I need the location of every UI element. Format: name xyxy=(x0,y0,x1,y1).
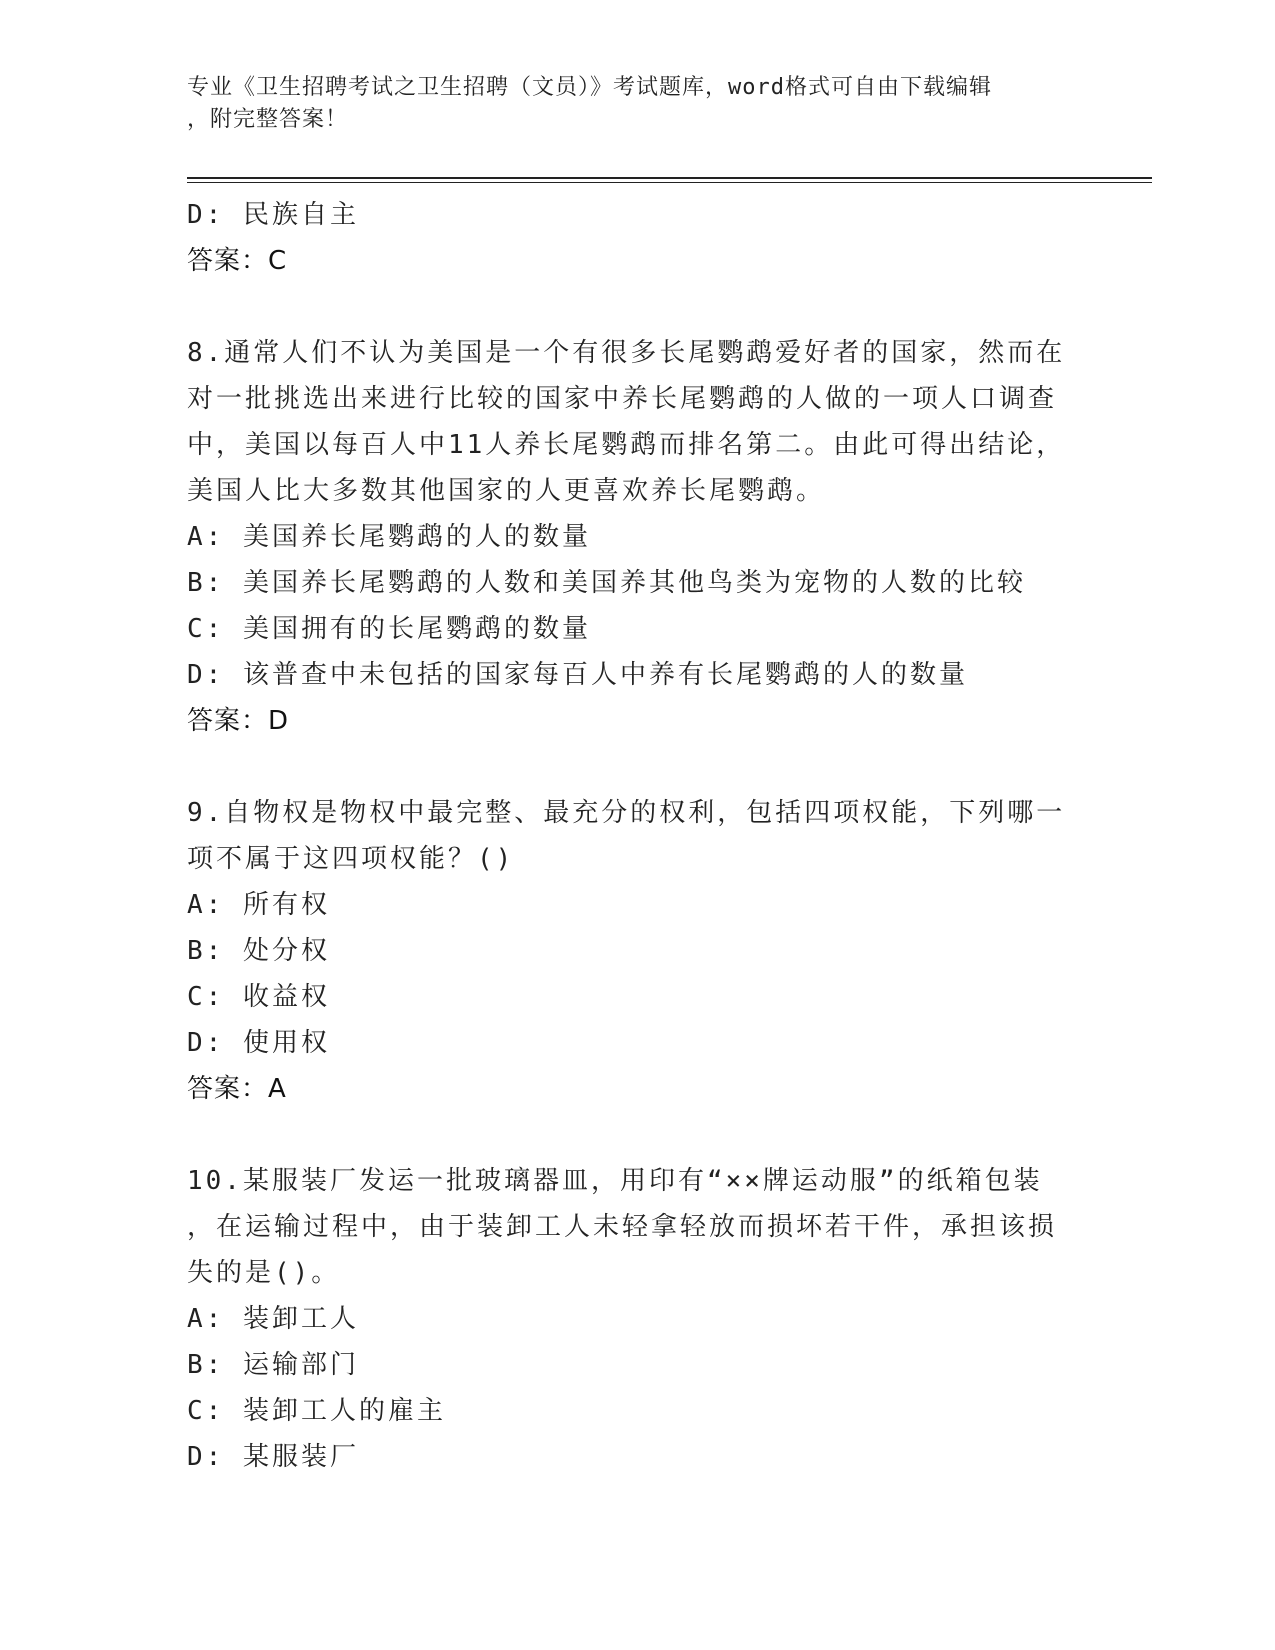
option-b: B: 美国养长尾鹦鹉的人数和美国养其他鸟类为宠物的人数的比较 xyxy=(187,568,1026,598)
stem-line: 8.通常人们不认为美国是一个有很多长尾鹦鹉爱好者的国家，然而在 xyxy=(187,338,1066,368)
stem-line: 9.自物权是物权中最完整、最充分的权利，包括四项权能，下列哪一 xyxy=(187,798,1066,828)
option-d: D: 某服装厂 xyxy=(187,1442,359,1472)
stem-line: ，在运输过程中，由于装卸工人未轻拿轻放而损坏若干件，承担该损 xyxy=(187,1212,1058,1242)
question-stem xyxy=(187,1158,1067,1296)
question-9 xyxy=(187,790,1067,1112)
stem-line: 对一批挑选出来进行比较的国家中养长尾鹦鹉的人做的一项人口调查 xyxy=(187,384,1058,414)
option-d: D: 使用权 xyxy=(187,1028,330,1058)
option-a: A: 所有权 xyxy=(187,890,330,920)
question-7-tail xyxy=(187,192,1067,284)
answer-label: 答案：A xyxy=(187,1074,287,1104)
stem-line: 失的是()。 xyxy=(187,1258,341,1288)
option-c: C: 装卸工人的雇主 xyxy=(187,1396,446,1426)
option-d: D: 民族自主 xyxy=(187,200,359,230)
spacer xyxy=(187,1112,1067,1158)
answer-label: 答案：D xyxy=(187,706,290,736)
spacer xyxy=(187,284,1067,330)
document-header xyxy=(187,72,1087,136)
option-b: B: 运输部门 xyxy=(187,1350,359,1380)
question-10 xyxy=(187,1158,1067,1480)
option-c: C: 收益权 xyxy=(187,982,330,1012)
option-c: C: 美国拥有的长尾鹦鹉的数量 xyxy=(187,614,591,644)
stem-line: 美国人比大多数其他国家的人更喜欢养长尾鹦鹉。 xyxy=(187,476,826,506)
option-a: A: 美国养长尾鹦鹉的人的数量 xyxy=(187,522,591,552)
option-a: A: 装卸工人 xyxy=(187,1304,359,1334)
header-line-2: ，附完整答案！ xyxy=(187,107,349,132)
answer-label: 答案：C xyxy=(187,246,288,276)
header-line-1: 专业《卫生招聘考试之卫生招聘（文员）》考试题库，word格式可自由下载编辑 xyxy=(187,75,992,100)
question-stem xyxy=(187,330,1067,514)
spacer xyxy=(187,744,1067,790)
stem-line: 项不属于这四项权能？() xyxy=(187,844,515,874)
option-d: D: 该普查中未包括的国家每百人中养有长尾鹦鹉的人的数量 xyxy=(187,660,968,690)
option-b: B: 处分权 xyxy=(187,936,330,966)
question-stem xyxy=(187,790,1067,882)
stem-line: 中，美国以每百人中11人养长尾鹦鹉而排名第二。由此可得出结论， xyxy=(187,430,1066,460)
header-divider xyxy=(187,177,1152,183)
question-8 xyxy=(187,330,1067,744)
stem-line: 10.某服装厂发运一批玻璃器皿，用印有“××牌运动服”的纸箱包装 xyxy=(187,1166,1043,1196)
question-list xyxy=(187,192,1067,1480)
